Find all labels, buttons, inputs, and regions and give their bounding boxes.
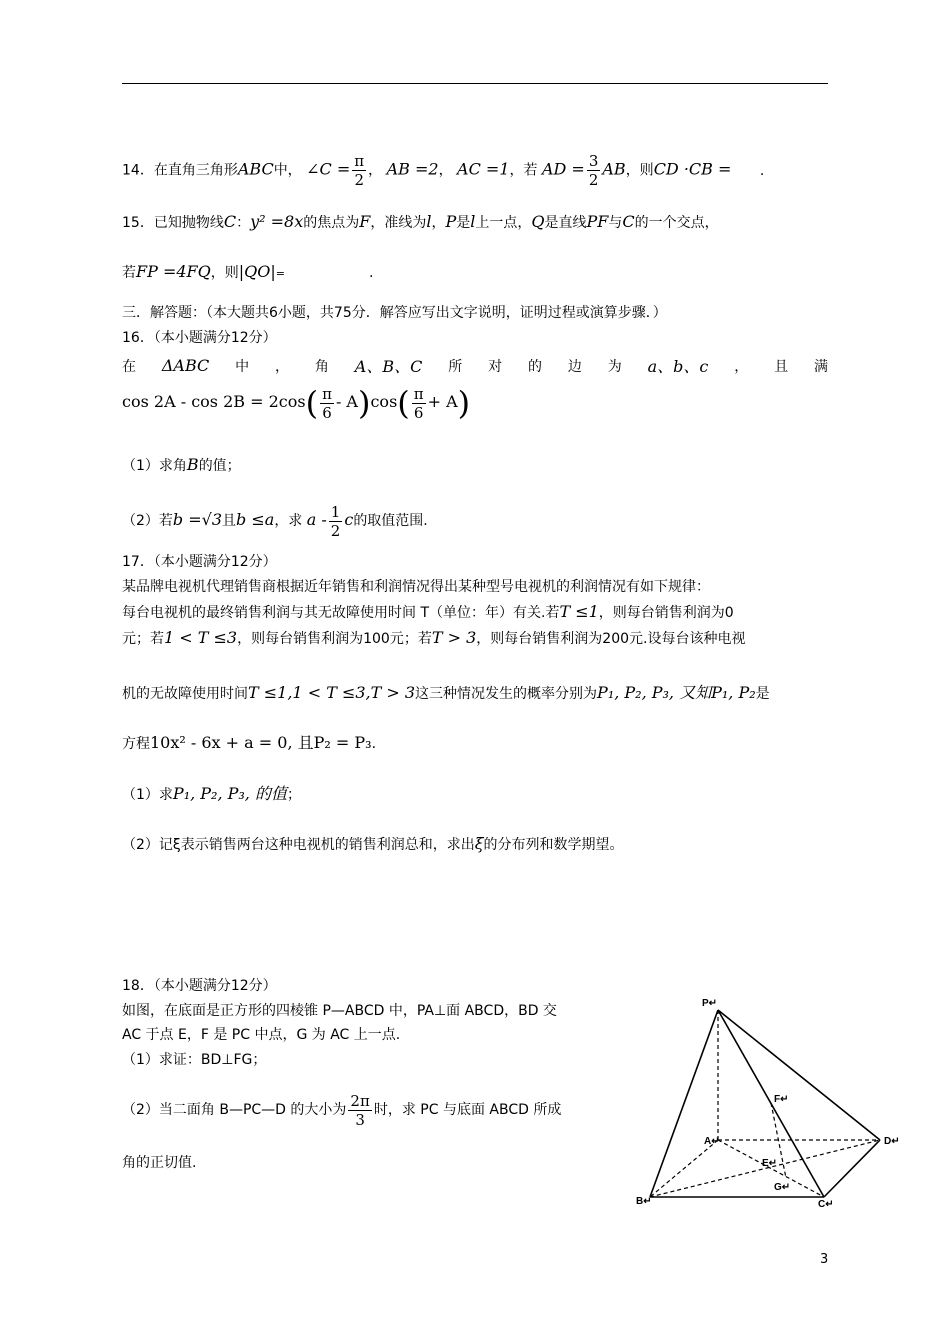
- q16-word: 且: [774, 358, 789, 375]
- q16-angles: A、B、C: [354, 357, 423, 376]
- q15-text: ：: [236, 215, 251, 231]
- q17-text: 的分布列和数学期望。: [483, 837, 624, 853]
- q17-line5: [122, 733, 376, 754]
- q16-text: （1）求角: [122, 458, 187, 474]
- q16-eq-part: - A: [335, 392, 358, 411]
- q16-text: 的值；: [198, 458, 241, 474]
- q15-text: 的焦点为: [303, 215, 360, 231]
- label-a: A↵: [704, 1136, 720, 1147]
- q15-f: F: [359, 212, 371, 231]
- q16-text: ，求: [274, 513, 303, 529]
- q15-text: ，则: [210, 265, 239, 281]
- q15-equals: =: [275, 267, 285, 280]
- q14-triangle: ABC: [237, 159, 274, 179]
- q18-fraction: $\frac{2\pi}{3}$: [350, 1091, 370, 1129]
- q18-sub1: （1）求证：BD⊥FG；: [122, 1052, 267, 1068]
- q15-text: ，: [431, 215, 446, 231]
- q15-text: 若: [122, 265, 136, 281]
- q16-word: 角: [314, 358, 329, 375]
- q17-sub1: [122, 784, 301, 805]
- q18-line1: 如图，在底面是正方形的四棱锥 P—ABCD 中，PA⊥面 ABCD，BD 交: [122, 1003, 557, 1019]
- q15-text: ，准线为: [370, 215, 427, 231]
- q16-word: 的: [527, 358, 542, 375]
- q16-half: $\frac{1}{2}$: [330, 502, 341, 540]
- header-rule: [122, 83, 828, 84]
- q17-math: T ≤1,1 < T ≤3,T > 3: [248, 683, 416, 702]
- q15-q: Q: [531, 212, 545, 231]
- q14-text: ，: [368, 162, 383, 179]
- q14-dot-product: CD ·CB =: [653, 159, 732, 179]
- q14-text: 中，: [273, 162, 302, 179]
- q16-sub1: [122, 455, 241, 476]
- q15-vector-eq: FP =4FQ: [136, 262, 211, 281]
- q17-text: 每台电视机的最终销售利润与其无故障使用时间 T（单位：年）有关.若: [122, 605, 560, 621]
- q17-text: （2）: [122, 837, 159, 853]
- q15-end: .: [369, 265, 374, 281]
- label-d: D↵: [884, 1136, 900, 1147]
- q17-text: 是: [755, 686, 770, 702]
- label-f: F↵: [774, 1094, 789, 1105]
- q16-ineq: b ≤a: [236, 510, 275, 529]
- label-g: G↵: [774, 1182, 791, 1193]
- q16-triangle: ΔABC: [161, 356, 210, 375]
- q18-line2: AC 于点 E，F 是 PC 中点，G 为 AC 上一点.: [122, 1027, 401, 1043]
- q18-text: （2）当二面角 B—PC—D 的大小为: [122, 1102, 347, 1118]
- q17-math: 1 < T ≤3: [164, 628, 238, 647]
- q17-math: T > 3: [431, 628, 477, 647]
- q16-eq-part: + A: [427, 392, 458, 411]
- q14-ac: AC =1: [457, 159, 510, 179]
- q16-text: 且: [222, 513, 237, 529]
- q16-eq-part: cos: [370, 392, 398, 411]
- q17-text: ，则每台销售利润为200元.设每台该种电视: [476, 631, 746, 647]
- q15-text: 是直线: [544, 215, 587, 231]
- q14-text: ，则: [625, 162, 654, 179]
- q15-pf: PF: [586, 212, 609, 231]
- q16-word: 所: [448, 358, 463, 375]
- q16-word: 在: [122, 358, 136, 375]
- q15-l2: l: [470, 212, 476, 231]
- page-number: 3: [820, 1252, 829, 1267]
- q17-line3: [122, 628, 745, 649]
- q15-label: 15．已知抛物线: [122, 215, 224, 231]
- q17-math: P₁, P₂, P₃, 的值: [172, 784, 287, 803]
- q15-parabola-eq: y² =8x: [250, 212, 304, 231]
- question-15-line1: [122, 212, 719, 233]
- q16-word: 对: [488, 358, 503, 375]
- q15-text: 是: [456, 215, 471, 231]
- q16-b: B: [186, 455, 199, 474]
- q16-heading: 16．（本小题满分12分）: [122, 330, 277, 346]
- question-14: [122, 152, 764, 189]
- q15-c2: C: [622, 212, 635, 231]
- q17-math: P₁, P₂, P₃, 又知P₁, P₂: [597, 683, 756, 702]
- q16-word: 中: [235, 358, 250, 375]
- q17-text: 元；若: [122, 631, 164, 647]
- q17-xi: 记ξ: [158, 837, 181, 853]
- section-3-heading: 三．解答题：（本大题共6小题，共75分．解答应写出文字说明，证明过程或演算步骤．）: [122, 305, 667, 321]
- q17-text: 方程: [122, 736, 150, 752]
- q16-word: ，: [275, 358, 290, 375]
- q16-expr: c: [344, 510, 354, 529]
- q17-sub2: [122, 834, 624, 855]
- q17-math: 10x² - 6x + a = 0, 且P₂ = P₃: [150, 733, 372, 752]
- q16-sides: a、b、c: [647, 357, 709, 376]
- q15-l: l: [426, 212, 432, 231]
- label-e: E↵: [762, 1158, 778, 1169]
- label-b: B↵: [636, 1196, 652, 1207]
- q14-ab: AB =2: [386, 159, 439, 179]
- q16-sub2: [122, 500, 428, 541]
- q14-angle: ∠C =: [306, 159, 351, 179]
- q17-xi: ξ: [474, 834, 484, 853]
- q17-line1: 某品牌电视机代理销售商根据近年销售和利润情况得出某种型号电视机的利润情况有如下规律：: [122, 579, 710, 595]
- q18-sub2: [122, 1088, 561, 1132]
- q16-word: ，: [734, 358, 749, 375]
- q14-label: 14．在直角三角形: [122, 162, 238, 179]
- q16-equation: cos 2A - cos 2B = 2cos( $\frac{\pi}{6}$ - A)cos( $\frac{\pi}{6}$ + A): [122, 384, 471, 422]
- q16-word: 边: [567, 358, 582, 375]
- q16-word: 满: [813, 358, 828, 375]
- q15-text: 的一个交点，: [634, 215, 719, 231]
- q17-line2: [122, 602, 734, 623]
- q18-heading: 18．（本小题满分12分）: [122, 978, 277, 994]
- q17-text: 这三种情况发生的概率分别为: [415, 686, 598, 702]
- label-p: P↵: [702, 998, 718, 1009]
- label-c: C↵: [818, 1199, 834, 1210]
- q16-frac: $\frac{\pi}{6}$: [322, 384, 332, 422]
- q17-text: ；: [286, 787, 301, 803]
- edge-pd: [718, 1010, 880, 1140]
- q16-text: （2）若: [122, 513, 173, 529]
- q14-angle-fraction: $\frac{\pi}{2}$: [354, 152, 365, 189]
- q17-line4: [122, 683, 770, 704]
- q17-text: （1）求: [122, 787, 173, 803]
- q14-ad: AD =: [541, 159, 585, 179]
- q17-heading: 17．（本小题满分12分）: [122, 554, 277, 570]
- q14-ad-fraction: $\frac{3}{2}$: [588, 152, 599, 189]
- q15-p: P: [445, 212, 457, 231]
- q14-ab-vector: AB: [602, 159, 626, 179]
- q17-text: .: [371, 736, 377, 752]
- q15-c: C: [223, 212, 237, 231]
- q14-text: ，若: [509, 162, 538, 179]
- q16-b-eq: b =√3: [172, 510, 223, 529]
- q15-text: 与: [608, 215, 623, 231]
- q14-end: .: [759, 162, 765, 179]
- q16-eq-part: cos 2A - cos 2B = 2cos: [122, 392, 306, 411]
- q14-text: ，: [438, 162, 453, 179]
- q17-text: 机的无故障使用时间: [122, 686, 248, 702]
- q16-text: 的取值范围.: [353, 513, 428, 529]
- q17-text: 表示销售两台这种电视机的销售利润总和，求出: [180, 837, 475, 853]
- q17-text: ，则每台销售利润为100元；若: [237, 631, 432, 647]
- q16-expr: a -: [306, 510, 327, 529]
- q16-statement-line1: [122, 354, 828, 377]
- q15-text: 上一点，: [475, 215, 532, 231]
- q18-line-end: 角的正切值.: [122, 1155, 197, 1171]
- q18-text: 时，求 PC 与底面 ABCD 所成: [373, 1102, 562, 1118]
- q15-qo: |QO|: [238, 262, 276, 281]
- edge-cd: [824, 1140, 880, 1197]
- question-15-line2: [122, 262, 373, 284]
- q17-text: ，则每台销售利润为0: [598, 605, 734, 621]
- q16-frac: $\frac{\pi}{6}$: [413, 384, 424, 422]
- q16-word: 为: [607, 358, 622, 375]
- q17-math: T ≤1: [559, 602, 599, 621]
- pyramid-figure: [628, 990, 908, 1210]
